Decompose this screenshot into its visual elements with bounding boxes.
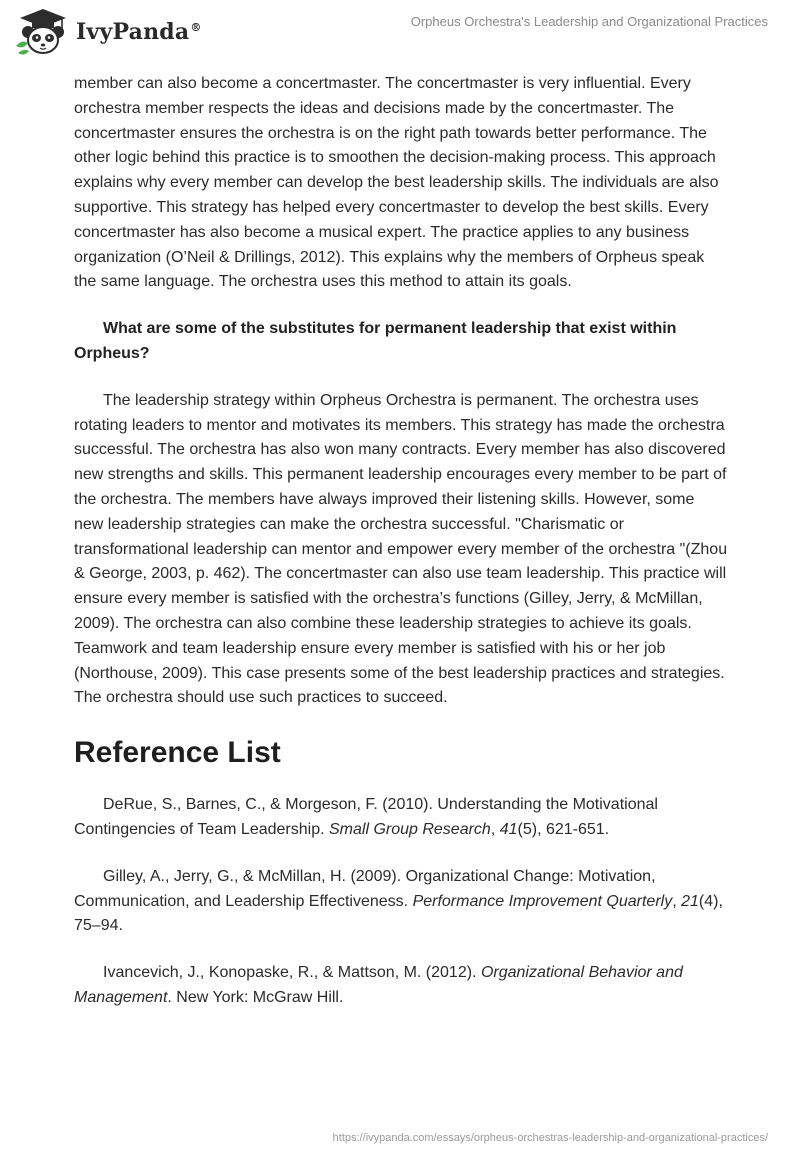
body-paragraph: The leadership strategy within Orpheus Orchestra is permanent. The orchestra uses rotating leaders to mentor and motivates its members. This strategy has made the orchestra successful. The orchestra has also won many contracts. Every member has also discovered new strengths and skills. This permanent leadership encourages every member to be part of the orchestra. The members have always improved their listening skills. However, some new leadership strategies can make the orchestra successful. "Charismatic or transformational leadership can mentor and empower every member of the orchestra "(Zhou & George, 2003, p. 462). The concertmaster can also use team leadership. This practice will ensure every member is satisfied with the orchestra’s functions (Gilley, Jerry, & McMillan, 2009). The orchestra can also combine these leadership strategies to achieve its goals. Teamwork and team leadership ensure every member is satisfied with his or her job (Northouse, 2009). This case presents some of the best leadership practices and strategies. The orchestra should use such practices to succeed. (74, 391, 728, 707)
reference-item: Ivancevich, J., Konopaske, R., & Mattson, M. (2012). Organizational Behavior and Management. New York: McGraw Hill. (74, 964, 683, 1006)
brand-name: IvyPanda® (76, 19, 202, 45)
section-question: What are some of the substitutes for permanent leadership that exist within Orpheus? (74, 320, 677, 362)
ivypanda-logo[interactable] (14, 6, 202, 58)
panda-graduate-icon (14, 6, 72, 58)
body-paragraph: member can also become a concertmaster. The concertmaster is very influential. Every orchestra member respects the ideas and decisions made by the concertmaster. The concertmaster ensures the orchestra is on the right path towards better performance. The other logic behind this practice is to smoothen the decision-making process. This approach explains why every member can develop the best leadership skills. The individuals are also supportive. This strategy has helped every concertmaster to develop the best skills. Every concertmaster has also become a musical expert. The practice applies to any business organization (O’Neil & Drillings, 2012). This explains why the members of Orpheus speak the same language. The orchestra uses this method to attain its goals. (74, 75, 719, 291)
page-header (0, 0, 800, 64)
essay-content (74, 72, 728, 1033)
reference-item: Gilley, A., Jerry, G., & McMillan, H. (2009). Organizational Change: Motivation, Communication, and Leadership Effectiveness. Performance Improvement Quarterly, 21(4), 75–94. (74, 867, 723, 935)
source-url[interactable]: https://ivypanda.com/essays/orpheus-orchestras-leadership-and-organizational-practices/ (332, 1132, 768, 1144)
reference-item: DeRue, S., Barnes, C., & Morgeson, F. (2010). Understanding the Motivational Contingencies of Team Leadership. Small Group Research, 41(5), 621-651. (74, 796, 658, 838)
document-title: Orpheus Orchestra's Leadership and Organizational Practices (410, 14, 768, 29)
reference-list-heading: Reference List (74, 736, 281, 770)
registered-mark: ® (190, 20, 202, 34)
